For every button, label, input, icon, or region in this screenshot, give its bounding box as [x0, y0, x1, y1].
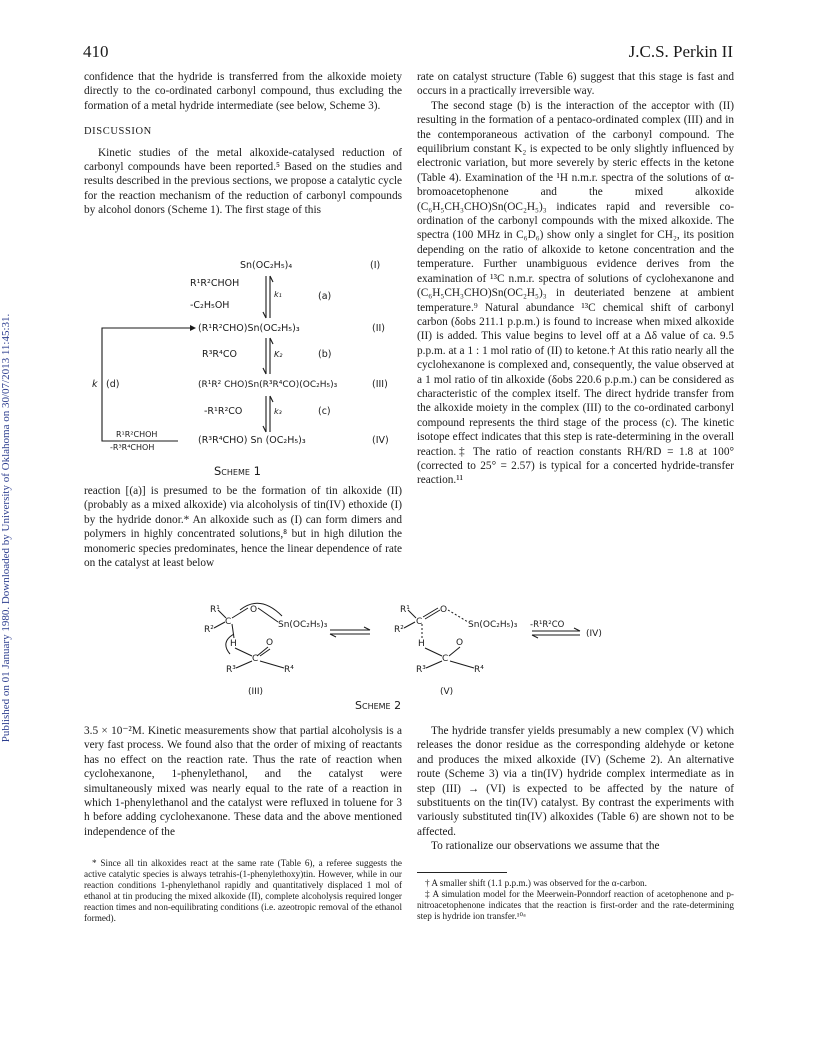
paragraph: The second stage (b) is the interaction of the acceptor with (II) resulting in the formation of a pentaco-ordinated complex (III) and in the contemporaneous activation of the carbonyl compound. The equilibrium constant K₂ is expected to be only slightly influenced by electronic variation, but more severely by steric effects in the ketone (Table 4). Examination of the ¹H n.m.r. spectra of the solutions of α-bromoacetophenone and the mixed alkoxide (C₆H₅CH₃CHO)Sn(OC₂H₅)₃ indicates rapid and reversible co-ordination of the carbonyl compounds with the mixed alkoxide. The spectra (100 MHz in C₆D₆) show only a singlet for CH₂, its position depending on the ratio of alkoxide to ketone concentration and the temperature. Further unambiguous evidence derives from the examination of ¹³C n.m.r. spectra of solutions of cyclohexanone and (C₆H₅CH₃CHO)Sn(OC₂H₅)₃ in deuteriated benzene at ambient temperature.⁹ Natural abundance ¹³C chemical shift of carbonyl carbon (δobs 211.1 p.p.m.) is found to increase when mixed alkoxide (II) is added. This value begins to level off at a Δδ value of ca. 9.5 p.p.m. at a 1 : 1 mol ratio of (II) to ketone.† At this ratio nearly all the cyclohexanone is complexed and, consequently, the value observed at a 1 mol ratio of tin alkoxide (δobs 220.6 p.p.m.) can be considered as characteristic of the complex itself. The direct hydride transfer from the alkoxide moiety in the complex (III) to the co-ordinated carbonyl compound represents the third stage of the process (c). The kinetic isotope effect indicates that this step is rate-determining in the overall reaction.‡ The ratio of reaction constants RH/RD = 1.8 at 100° (corrected to 25° = 2.57) is typical for a concerted hydride-transfer reaction.¹¹ [417, 99, 734, 487]
side-reagent-top: R¹R²CHOH [116, 430, 158, 439]
scheme-1-title: Scheme 1 [214, 464, 261, 478]
oxygen-label: O [266, 638, 274, 648]
species-II: (R¹R²CHO)Sn(OC₂H₅)₃ [198, 323, 300, 334]
right-column-bottom [417, 724, 734, 854]
footnote-divider [417, 872, 507, 873]
side-reagent-bottom: -R³R⁴CHOH [110, 443, 155, 452]
k2-label: K₂ [274, 350, 283, 359]
oxygen-label: O [250, 605, 258, 615]
paragraph: Kinetic studies of the metal alkoxide-catalysed reduction of carbonyl compounds have been reported.⁵ Based on the studies and results described in the previous sections, we propose a catalytic cycle for the reaction mechanism of the reduction of carbonyl compounds by alcohol donors (Scheme 1). The first stage of this [84, 146, 402, 217]
left-column-top [84, 70, 402, 218]
paragraph: rate on catalyst structure (Table 6) suggest that this stage is fast and occurs in a practically irreversible way. [417, 71, 734, 98]
scheme-2-title: Scheme 2 [355, 699, 402, 710]
carbon-label: C [416, 617, 423, 627]
reagent-a-bottom: -C₂H₅OH [190, 300, 230, 311]
paragraph: confidence that the hydride is transferred from the alkoxide moiety directly to the co-ordinated carbonyl compound, thus excluding the formation of a metal hydride intermediate (see below, Scheme 3). [84, 71, 402, 112]
r2-label: R² [204, 625, 214, 635]
oxygen-label: O [440, 605, 448, 615]
label-I: (I) [370, 260, 381, 271]
hydrogen-label: H [418, 639, 425, 649]
scheme-1-diagram [86, 254, 404, 484]
label-III: (III) [372, 379, 388, 390]
species-III: (R¹R² CHO)Sn(R³R⁴CO)(OC₂H₅)₃ [198, 380, 338, 390]
section-heading: DISCUSSION [84, 126, 152, 138]
paragraph: To rationalize our observations we assume that the [431, 840, 660, 853]
step-b: (b) [318, 349, 332, 360]
sn-left: Sn(OC₂H₅)₃ [278, 620, 328, 630]
step-c: (c) [318, 406, 331, 417]
scheme-2-diagram [200, 598, 620, 710]
r4-label: R⁴ [474, 665, 484, 675]
paragraph: The hydride transfer yields presumably a new complex (V) which releases the donor residue as the corresponding aldehyde or ketone and produces the mixed alkoxide (IV) (Scheme 2). An alternative route (Scheme 3) via a tin(IV) hydride complex intermediate as in step (III) → (VI) is expected to be affected by the nature of substituents on the tin(IV) catalyst. By contrast the experiments with variously substituted tin(IV) alkoxides (Table 6) are shown not to be affected. [417, 725, 734, 838]
reagent-c: -R¹R²CO [204, 406, 243, 417]
sn-right: Sn(OC₂H₅)₃ [468, 620, 518, 630]
page-number: 410 [83, 42, 109, 61]
step-a: (a) [318, 291, 332, 302]
species-I: Sn(OC₂H₅)₄ [240, 260, 293, 271]
left-column-bottom [84, 724, 402, 839]
product-IV: (IV) [586, 629, 602, 639]
arrow-reagent: -R¹R²CO [530, 620, 565, 630]
label-II: (II) [372, 323, 386, 334]
paragraph: reaction [(a)] is presumed to be the formation of tin alkoxide (II) (probably as a mixed alkoxide) via alcoholysis of tin(IV) ethoxide (I) by the hydride donor.* An alkoxide such as (I) can form dimers and polymers in highly concentrated solutions,⁸ but in high dilution the monomeric species predominates, hence the linear dependence of rate on the catalyst at least below [84, 485, 402, 570]
label-V: (V) [440, 687, 454, 697]
right-footnotes [417, 878, 734, 922]
r1-label: R¹ [400, 605, 410, 615]
carbon-label: C [225, 617, 232, 627]
species-IV: (R³R⁴CHO) Sn (OC₂H₅)₃ [198, 435, 306, 446]
paragraph: 3.5 × 10⁻²M. Kinetic measurements show that partial alcoholysis is a very fast process. We found also that the order of mixing of reactants has no effect on the reaction rate. Thus the rate of reaction when cyclohexanone, 1-phenylethanol, and the catalyst were simultaneously mixed was nearly equal to the rate of a reaction in which 1-phenylethanol and the catalyst were refluxed in toluene for 3 h before adding cyclohexanone. These data and the above mentioned independence of the [84, 725, 402, 838]
r4-label: R⁴ [284, 665, 294, 675]
label-IV: (IV) [372, 435, 389, 446]
left-column-mid [84, 484, 402, 570]
k3-label: k₃ [274, 407, 282, 416]
r3-label: R³ [416, 665, 426, 675]
reagent-a-top: R¹R²CHOH [190, 278, 240, 289]
r1-label: R¹ [210, 605, 220, 615]
watermark-text: Published on 01 January 1980. Downloaded by University of Oklahoma on 30/07/2013 11:45:31. [0, 313, 12, 742]
carbon-label: C [252, 654, 259, 664]
carbon-label: C [442, 654, 449, 664]
label-III: (III) [248, 687, 263, 697]
footnote: † A smaller shift (1.1 p.p.m.) was observed for the α-carbon. [425, 878, 647, 888]
right-column-top [417, 70, 734, 488]
r2-label: R² [394, 625, 404, 635]
journal-title: J.C.S. Perkin II [628, 42, 733, 61]
k-label: k [92, 379, 98, 390]
step-d: (d) [106, 379, 120, 390]
footnote: * Since all tin alkoxides react at the same rate (Table 6), a referee suggests the active catalytic species is always tetrahis-(1-phenylethoxy)tin. However, while in our reaction conditions 1-phenylethanol rapidly and quantitatively displaced 1 mol of ethanol at tin producing the mixed alkoxide (II), complete alcoholysis required longer reaction times and non-equilibrating conditions (i.e. azeotropic removal of the ethanol formed). [84, 858, 402, 923]
hydrogen-label: H [230, 639, 237, 649]
r3-label: R³ [226, 665, 236, 675]
download-watermark [0, 0, 14, 1055]
reagent-b: R³R⁴CO [202, 349, 237, 360]
k1-label: k₁ [274, 290, 282, 299]
oxygen-label: O [456, 638, 464, 648]
footnote: ‡ A simulation model for the Meerwein-Ponndorf reaction of acetophenone and p-nitroacetophenone indicates that the reaction is first-order and the rate-determining step is hydride ion transfer.¹⁰ᵃ [417, 889, 734, 921]
left-footnotes [84, 858, 402, 924]
